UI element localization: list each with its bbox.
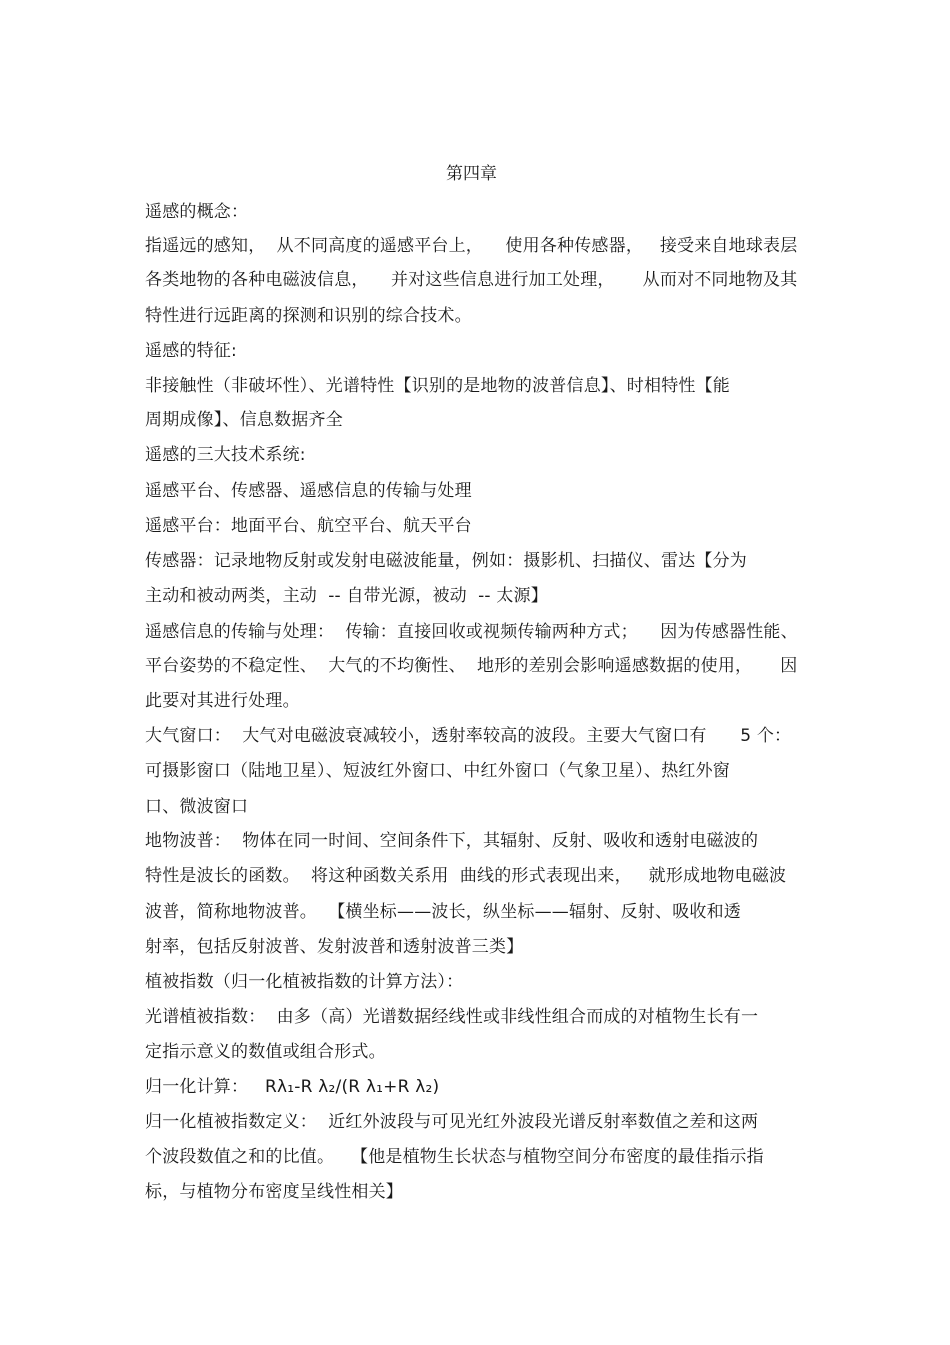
text-line: 特性进行远距离的探测和识别的综合技术。 [145, 306, 472, 326]
text-line: 此要对其进行处理。 [145, 691, 300, 711]
text-line: 地物波普： 物体在同一时间、空间条件下，其辐射、反射、吸收和透射电磁波的 [145, 831, 759, 851]
text-line: 遥感平台、传感器、遥感信息的传输与处理 [145, 481, 472, 501]
text-line: 口、微波窗口 [145, 797, 249, 817]
text-line: 归一化植被指数定义： 近红外波段与可见光红外波段光谱反射率数值之差和这两 [145, 1112, 759, 1132]
text-line: 各类地物的各种电磁波信息， 并对这些信息进行加工处理， 从而对不同地物及其 [145, 270, 798, 290]
text-line: 个波段数值之和的比值。 【他是植物生长状态与植物空间分布密度的最佳指示指 [145, 1147, 764, 1167]
text-line: 遥感的三大技术系统: [145, 445, 306, 465]
text-line: 指遥远的感知， 从不同高度的遥感平台上， 使用各种传感器， 接受来自地球表层 [145, 236, 798, 256]
text-line: 平台姿势的不稳定性、 大气的不均衡性、 地形的差别会影响遥感数据的使用， 因 [145, 656, 798, 676]
text-line: 归一化计算： Rλ₁-R λ₂/(R λ₁+R λ₂) [145, 1077, 440, 1097]
text-line: 遥感信息的传输与处理： 传输：直接回收或视频传输两种方式； 因为传感器性能、 [145, 622, 798, 642]
text-line: 特性是波长的函数。 将这种函数关系用 曲线的形式表现出来， 就形成地物电磁波 [145, 866, 787, 886]
text-line: 非接触性（非破坏性）、光谱特性【识别的是地物的波普信息】、时相特性【能 [145, 376, 730, 396]
text-line: 遥感的特征: [145, 341, 237, 361]
text-line: 植被指数（归一化植被指数的计算方法）： [145, 972, 464, 992]
text-line: 遥感的概念： [145, 202, 249, 222]
chapter-title: 第四章 [446, 164, 497, 184]
text-line: 大气窗口： 大气对电磁波衰减较小，透射率较高的波段。主要大气窗口有 5 个： [145, 726, 792, 746]
text-line: 周期成像】、信息数据齐全 [145, 410, 343, 430]
text-line: 传感器：记录地物反射或发射电磁波能量，例如：摄影机、扫描仪、雷达【分为 [145, 551, 747, 571]
text-line: 标，与植物分布密度呈线性相关】 [145, 1182, 403, 1202]
text-line: 光谱植被指数： 由多（高）光谱数据经线性或非线性组合而成的对植物生长有一 [145, 1007, 759, 1027]
text-line: 波普，简称地物波普。 【横坐标——波长，纵坐标——辐射、反射、吸收和透 [145, 902, 742, 922]
text-line: 定指示意义的数值或组合形式。 [145, 1042, 386, 1062]
text-line: 射率，包括反射波普、发射波普和透射波普三类】 [145, 937, 524, 957]
text-line: 遥感平台：地面平台、航空平台、航天平台 [145, 516, 472, 536]
text-line: 主动和被动两类，主动 -- 自带光源，被动 -- 太源】 [145, 586, 548, 606]
text-line: 可摄影窗口（陆地卫星）、短波红外窗口、中红外窗口（气象卫星）、热红外窗 [145, 761, 730, 781]
